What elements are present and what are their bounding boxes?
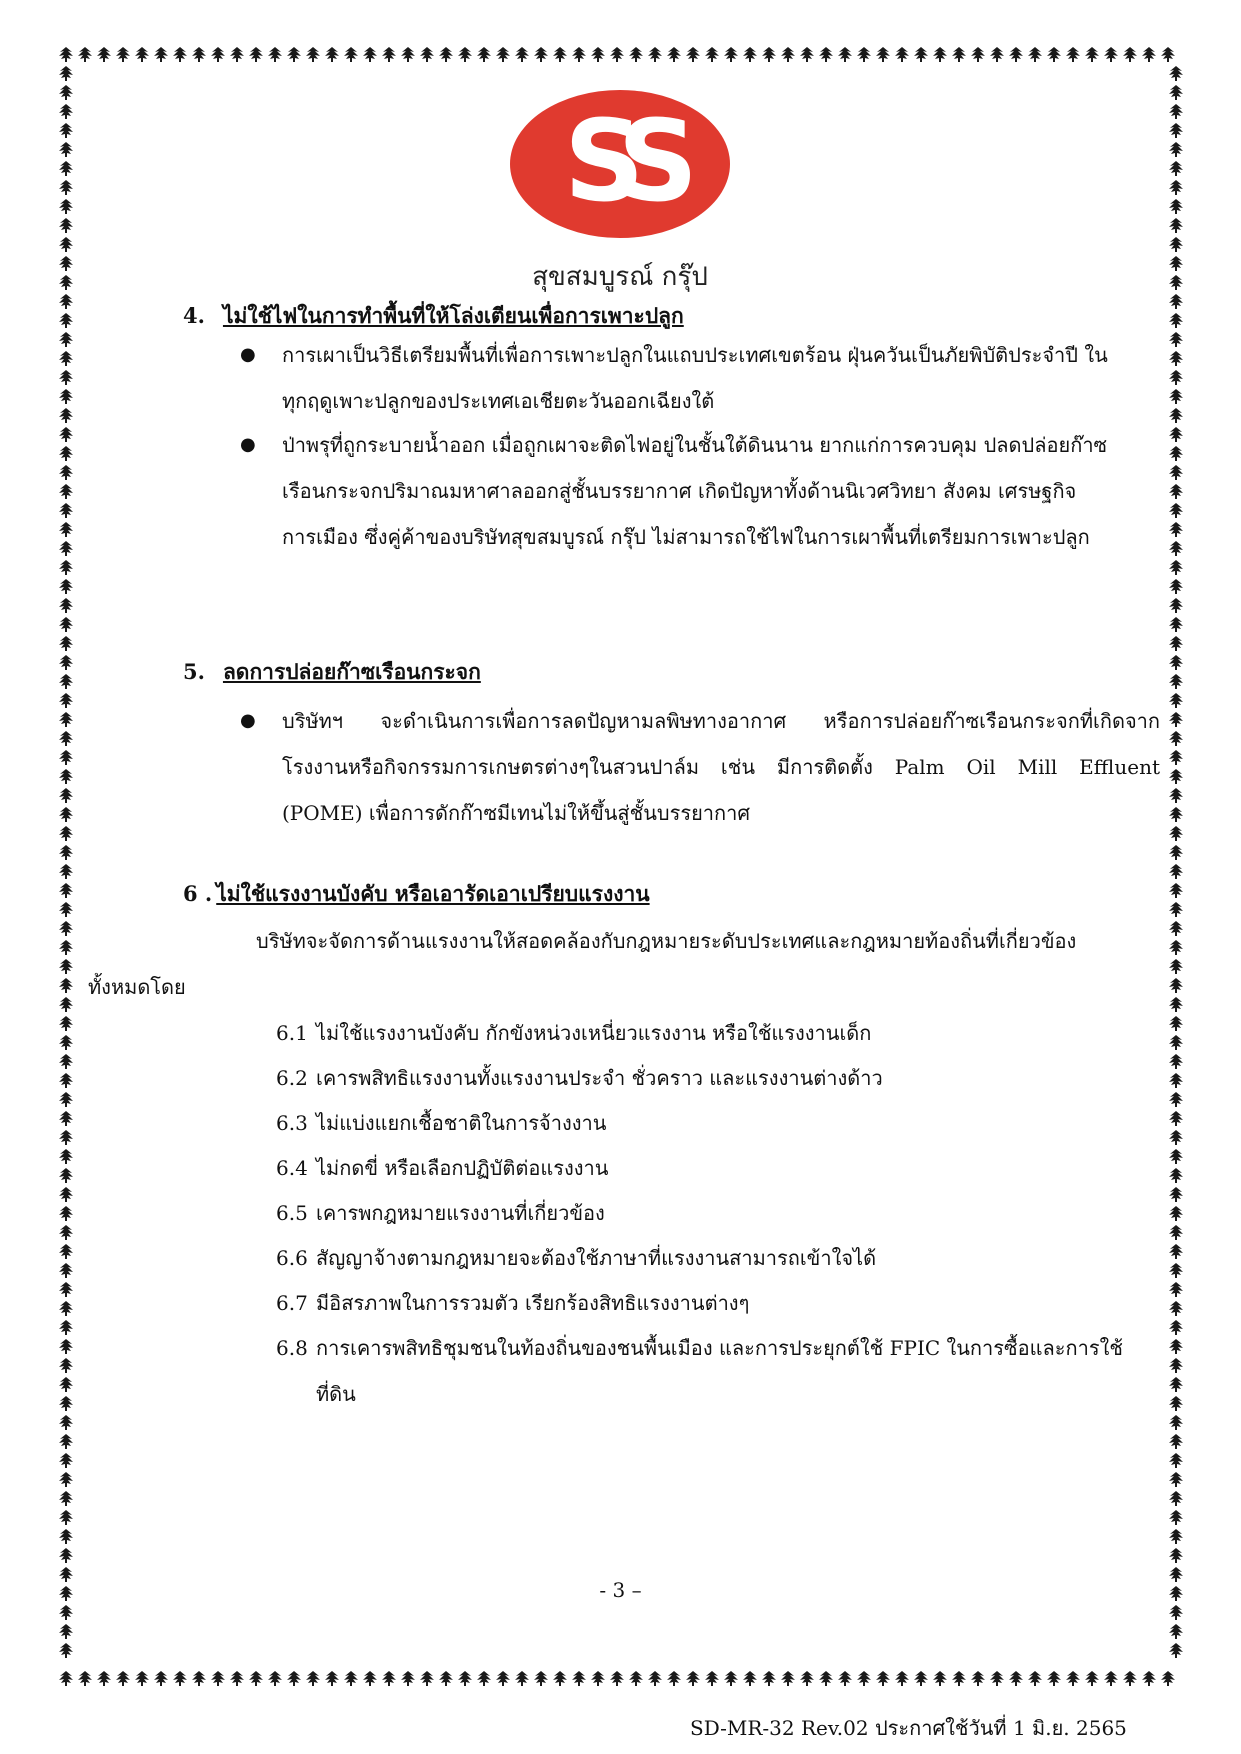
item-number: 6.4 [276,1156,308,1180]
bullet-line: โรงงานหรือกิจกรรมการเกษตรต่างๆในสวนปาล์ม เช่น มีการติดตั้ง Palm Oil Mill Effluent [282,755,1160,779]
logo-caption: สุขสมบูรณ์ กรุ๊ป [532,262,708,292]
bullet-line: ป่าพรุที่ถูกระบายน้ำออก เมื่อถูกเผาจะติดไฟอยู่ในชั้นใต้ดินนาน ยากแก่การควบคุม ปลดปล่อยก๊าซ [282,433,1108,457]
section-title: ไม่ใช้ไฟในการทำพื้นที่ให้โล่งเตียนเพื่อการเพาะปลูก [222,303,684,328]
item-number: 6.3 [276,1111,308,1135]
item-text: มีอิสรภาพในการรวมตัว เรียกร้องสิทธิแรงงานต่างๆ [316,1291,750,1315]
item-text: เคารพกฎหมายแรงงานที่เกี่ยวข้อง [316,1201,605,1225]
section-6-intro-line-2: ทั้งหมดโดย [88,975,186,999]
bullet-line: การเผาเป็นวิธีเตรียมพื้นที่เพื่อการเพาะปลูกในแถบประเทศเขตร้อน ฝุ่นควันเป็นภัยพิบัติประจำปี ใน [282,343,1108,367]
page-number: - 3 – [599,1578,642,1602]
bullet-line: (POME) เพื่อการดักก๊าซมีเทนไม่ให้ขึ้นสู่ชั้นบรรยากาศ [282,801,751,825]
bullet-line: การเมือง ซึ่งคู่ค้าของบริษัทสุขสมบูรณ์ กรุ๊ป ไม่สามารถใช้ไฟในการเผาพื้นที่เตรียมการเพาะปลูก [282,525,1090,549]
list-item [276,1235,1166,1281]
item-text-continuation: ที่ดิน [316,1382,356,1406]
item-number: 6.7 [276,1291,308,1315]
item-number: 6.2 [276,1066,308,1090]
list-item [276,1100,1166,1146]
bullet-line: ทุกฤดูเพาะปลูกของประเทศเอเชียตะวันออกเฉียงใต้ [282,389,715,413]
item-number: 6.5 [276,1201,308,1225]
logo-ss-mark: SS [563,97,677,227]
item-text: ไม่ใช้แรงงานบังคับ กักขังหน่วงเหนี่ยวแรงงาน หรือใช้แรงงานเด็ก [316,1021,872,1045]
item-number: 6.1 [276,1021,308,1045]
section-5-heading [183,656,481,689]
list-item [276,1010,1166,1056]
item-text: เคารพสิทธิแรงงานทั้งแรงงานประจำ ชั่วคราว และแรงงานต่างด้าว [316,1066,883,1090]
section-4-bullet-1 [240,332,1160,424]
item-number: 6.6 [276,1246,308,1270]
bullet-dot-icon: ● [240,710,256,731]
bullet-dot-icon: ● [240,434,256,455]
list-item [276,1145,1166,1191]
bullet-line: บริษัทฯ จะดำเนินการเพื่อการลดปัญหามลพิษทางอากาศ หรือการปล่อยก๊าซเรือนกระจกที่เกิดจาก [282,709,1160,733]
item-text: ไม่กดขี่ หรือเลือกปฏิบัติต่อแรงงาน [316,1156,609,1180]
section-number: 5. [183,659,205,684]
item-text: สัญญาจ้างตามกฎหมายจะต้องใช้ภาษาที่แรงงานสามารถเข้าใจได้ [316,1246,877,1270]
list-item [276,1190,1166,1236]
item-text: ไม่แบ่งแยกเชื้อชาติในการจ้างงาน [316,1111,607,1135]
section-6-heading [183,878,650,911]
item-text: การเคารพสิทธิชุมชนในท้องถิ่นของชนพื้นเมือง และการประยุกต์ใช้ FPIC ในการซื้อและการใช้ [316,1336,1123,1360]
section-4-bullet-2 [240,422,1160,560]
section-4-heading [183,300,684,333]
list-item [276,1280,1166,1326]
list-item [276,1325,1166,1417]
section-title: ไม่ใช้แรงงานบังคับ หรือเอารัดเอาเปรียบแรงงาน [216,881,650,906]
section-5-bullet-1 [240,698,1160,836]
section-number: 6 . [183,881,213,906]
section-6-intro-line-1: บริษัทจะจัดการด้านแรงงานให้สอดคล้องกับกฎหมายระดับประเทศและกฎหมายท้องถิ่นที่เกี่ยวข้อง [256,929,1077,953]
bullet-line: เรือนกระจกปริมาณมหาศาลออกสู่ชั้นบรรยากาศ เกิดปัญหาทั้งด้านนิเวศวิทยา สังคม เศรษฐกิจ [282,479,1077,503]
section-title: ลดการปล่อยก๊าซเรือนกระจก [222,659,481,684]
list-item [276,1055,1166,1101]
section-number: 4. [183,303,205,328]
bullet-dot-icon: ● [240,344,256,365]
item-number: 6.8 [276,1336,308,1360]
document-footer: SD-MR-32 Rev.02 ประกาศใช้วันที่ 1 มิ.ย. 2565 [690,1716,1127,1740]
